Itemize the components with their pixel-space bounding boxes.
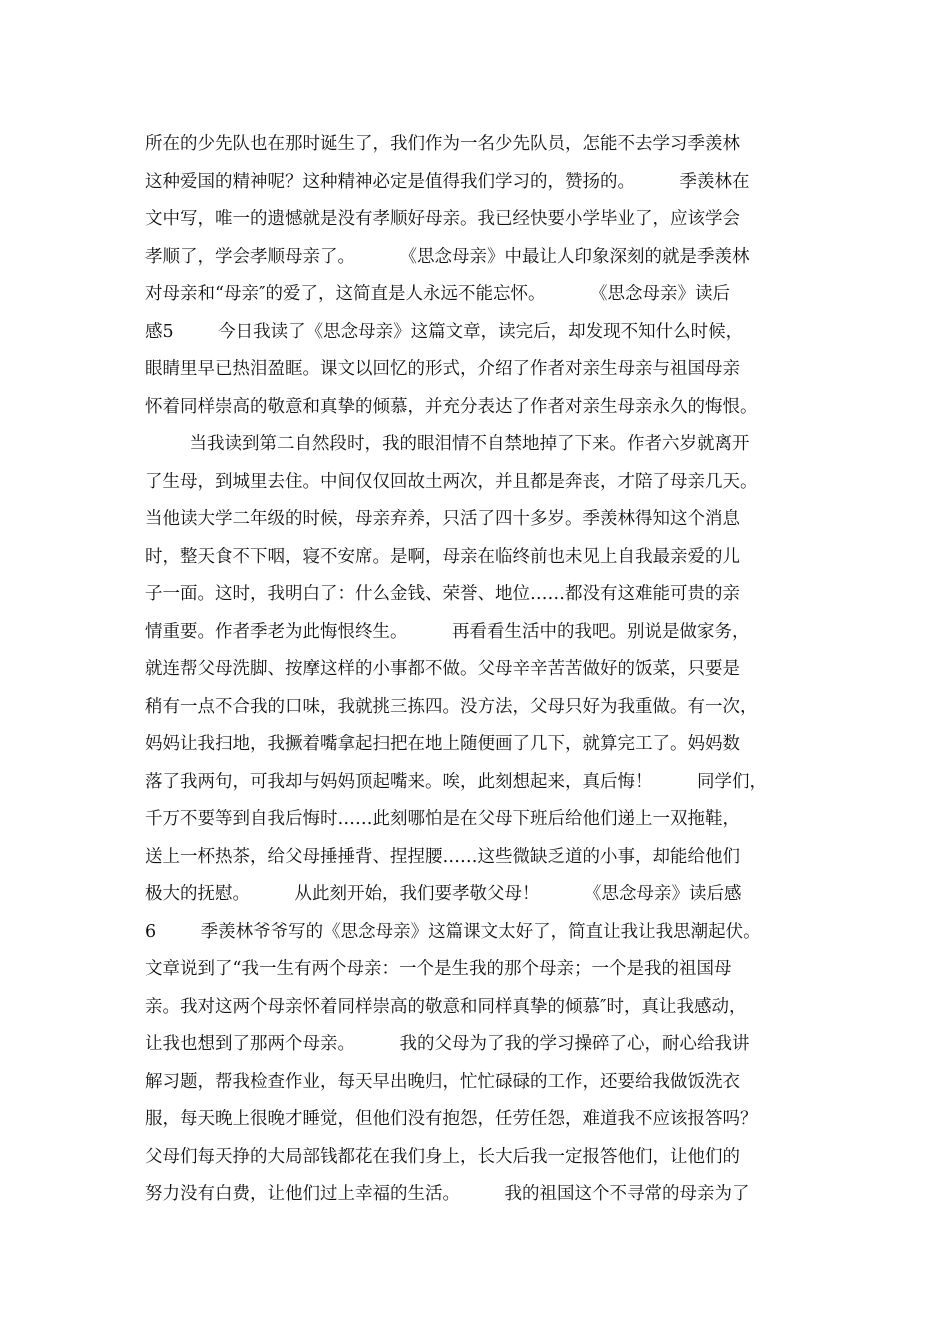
text-line: 千万不要等到自我后悔时……此刻哪怕是在父母下班后给他们递上一双拖鞋， — [145, 809, 740, 829]
text-line: 子一面。这时，我明白了：什么金钱、荣誉、地位……都没有这难能可贵的亲 — [145, 584, 740, 604]
text-line: 解习题，帮我检查作业，每天早出晚归，忙忙碌碌的工作，还要给我做饭洗衣 — [145, 1071, 740, 1092]
text-line: 情重要。作者季老为此悔恨终生。 再看看生活中的我吧。别说是做家务， — [145, 621, 750, 642]
text-line: 对母亲和“母亲″的爱了，这简直是人永远不能忘怀。 《思念母亲》读后 — [145, 284, 730, 304]
text-line: 让我也想到了那两个母亲。 我的父母为了我的学习操碎了心，耐心给我讲 — [145, 1034, 750, 1054]
text-line: 稍有一点不合我的口味，我就挑三拣四。没方法，父母只好为我重做。有一次， — [145, 696, 758, 717]
text-line: 就连帮父母洗脚、按摩这样的小事都不做。父母辛辛苦苦做好的饭菜，只要是 — [145, 659, 740, 679]
text-line: 文中写，唯一的遗憾就是没有孝顺好母亲。我已经快要小学毕业了，应该学会 — [145, 209, 740, 229]
text-line: 孝顺了，学会孝顺母亲了。 《思念母亲》中最让人印象深刻的就是季羡林 — [145, 246, 750, 267]
text-line: 送上一杯热茶，给父母捶捶背、捏捏腰……这些微缺乏道的小事，却能给他们 — [145, 846, 740, 867]
text-line: 时，整天食不下咽，寝不安席。是啊，母亲在临终前也未见上自我最亲爱的儿 — [145, 546, 740, 567]
text-line: 6 季羡林爷爷写的《思念母亲》这篇课文太好了，简直让我让我思潮起伏。 — [145, 921, 761, 942]
text-line: 眼睛里早已热泪盈眶。课文以回忆的形式，介绍了作者对亲生母亲与祖国母亲 — [145, 359, 740, 379]
body-text — [145, 126, 835, 1214]
text-line: 落了我两句，可我却与妈妈顶起嘴来。唉，此刻想起来，真后悔！ 同学们， — [145, 771, 767, 792]
text-line: 父母们每天挣的大局部钱都花在我们身上，长大后我一定报答他们，让他们的 — [145, 1146, 740, 1167]
text-line: 当我读到第二自然段时，我的眼泪情不自禁地掉了下来。作者六岁就离开 — [145, 434, 750, 454]
text-line: 努力没有白费，让他们过上幸福的生活。 我的祖国这个不寻常的母亲为了 — [145, 1184, 750, 1204]
text-line: 了生母，到城里去住。中间仅仅回故土两次，并且都是奔丧，才陪了母亲几天。 — [145, 471, 758, 492]
text-line: 这种爱国的精神呢？这种精神必定是值得我们学习的，赞扬的。 季羡林在 — [145, 171, 750, 192]
text-line: 当他读大学二年级的时候，母亲弃养，只活了四十多岁。季羡林得知这个消息 — [145, 509, 740, 529]
text-line: 文章说到了“我一生有两个母亲：一个是生我的那个母亲；一个是我的祖国母 — [145, 959, 732, 979]
text-line: 服，每天晚上很晚才睡觉，但他们没有抱怨，任劳任怨，难道我不应该报答吗？ — [145, 1109, 758, 1129]
text-line: 妈妈让我扫地，我撅着嘴拿起扫把在地上随便画了几下，就算完工了。妈妈数 — [145, 734, 740, 754]
text-line: 极大的抚慰。 从此刻开始，我们要孝敬父母！ 《思念母亲》读后感 — [145, 884, 742, 904]
text-line: 所在的少先队也在那时诞生了，我们作为一名少先队员，怎能不去学习季羡林 — [145, 134, 740, 154]
text-line: 亲。我对这两个母亲怀着同样崇高的敬意和同样真挚的倾慕″时，真让我感动， — [145, 996, 747, 1017]
text-line: 感5 今日我读了《思念母亲》这篇文章，读完后，却发现不知什么时候， — [145, 321, 744, 342]
text-line: 怀着同样崇高的敬意和真挚的倾慕，并充分表达了作者对亲生母亲永久的悔恨。 — [145, 396, 758, 417]
